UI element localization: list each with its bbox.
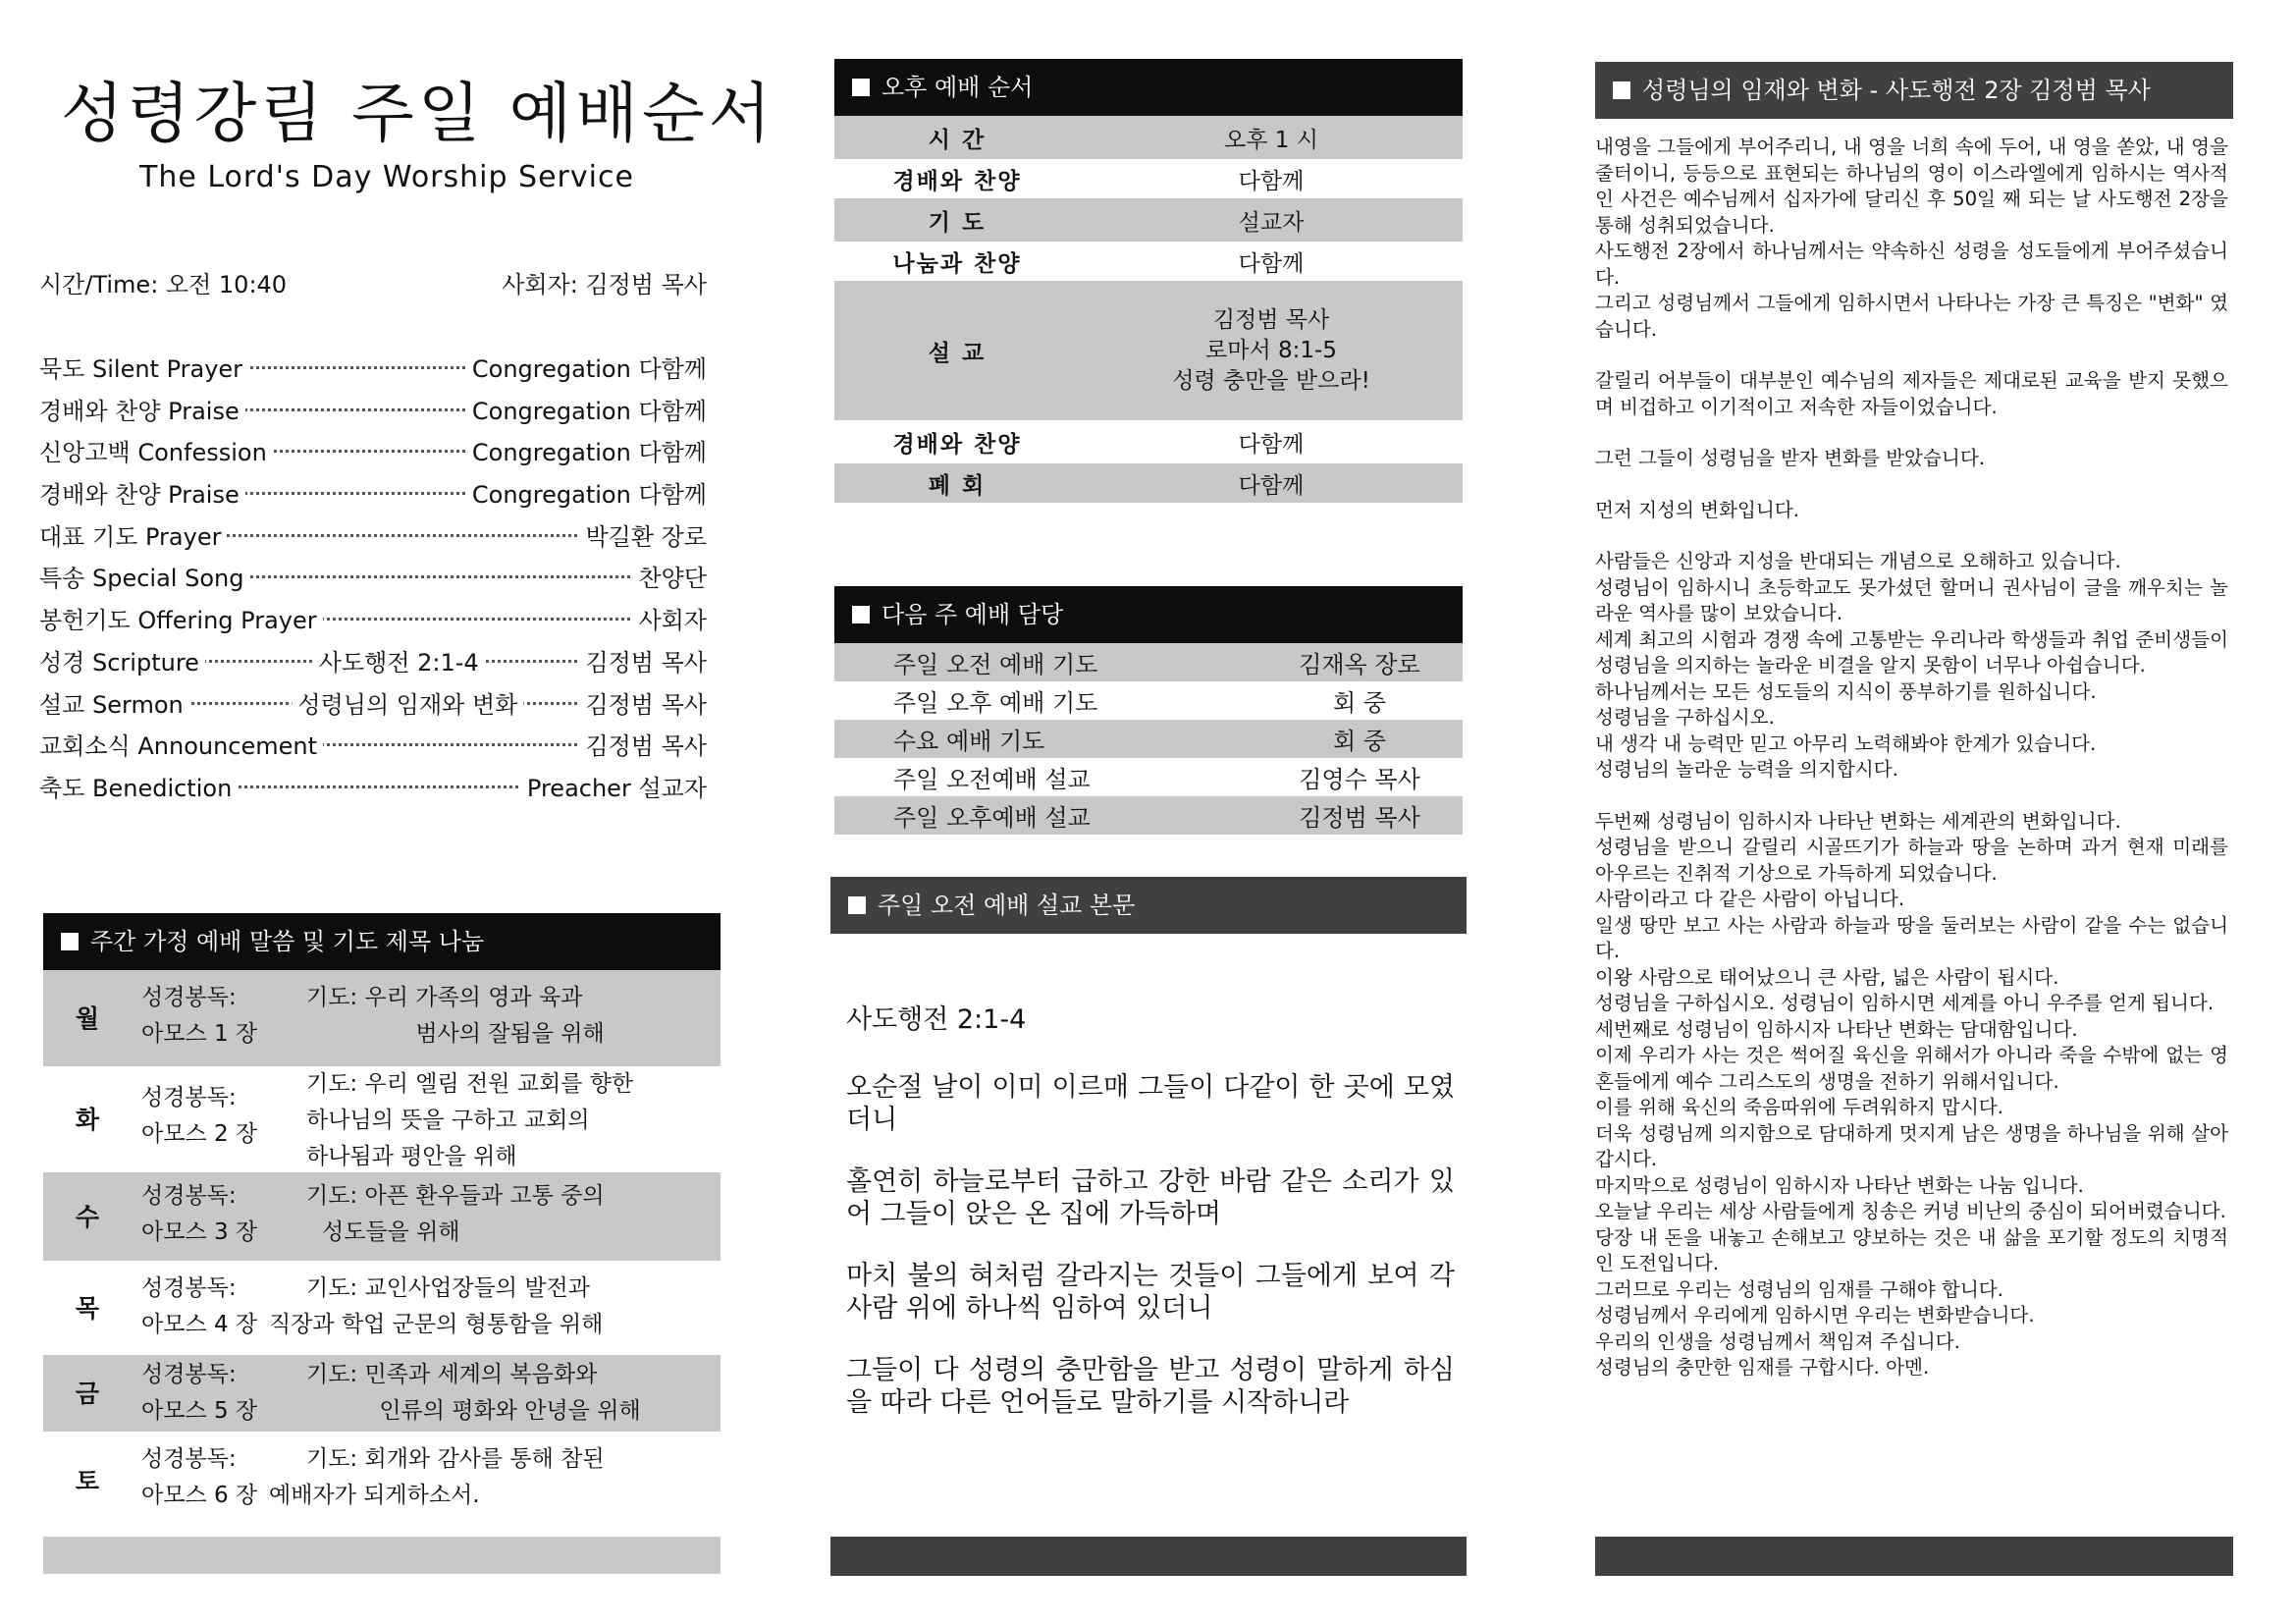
- day-label: 금: [75, 1379, 100, 1408]
- square-bullet-icon: [61, 933, 79, 950]
- paragraph: 마지막으로 성령님이 임하시자 나타난 변화는 나눔 입니다.: [1595, 1173, 2084, 1197]
- order-leader: 찬양단: [632, 559, 707, 593]
- duty-row: 주일 오전 예배 기도 김재옥 장로: [834, 643, 1463, 681]
- weekly-row-tue: [43, 1066, 721, 1172]
- order-detail: 성령님의 임재와 변화: [292, 685, 523, 720]
- order-leader: Congregation 다함께: [466, 475, 707, 510]
- footer-bar: [43, 1537, 721, 1574]
- day-label: 화: [75, 1105, 100, 1134]
- bible-reading: 성경봉독: 아모스 2 장: [141, 1085, 258, 1147]
- day-label: 목: [75, 1293, 100, 1323]
- paragraph: 당장 내 돈을 내놓고 손해보고 양보하는 것은 내 삶을 포기할 정도의 치명적인 도전입니다.: [1595, 1225, 2228, 1274]
- paragraph: 내 생각 내 능력만 믿고 아무리 노력해봐야 한계가 있습니다.: [1595, 731, 2097, 755]
- order-item: 경배와 찬양 Praise: [39, 475, 245, 510]
- square-bullet-icon: [1613, 81, 1630, 99]
- order-row: [39, 685, 707, 728]
- order-item: 봉헌기도 Offering Prayer: [39, 601, 323, 635]
- day-label: 월: [75, 1003, 100, 1033]
- weekly-row-wed: [43, 1172, 721, 1261]
- square-bullet-icon: [852, 79, 870, 96]
- weekly-row-thu: [43, 1261, 721, 1355]
- prayer-topic: 기도: 회개와 감사를 통해 참된 예배자가 되게하소서.: [269, 1446, 605, 1508]
- page-subtitle: The Lord's Day Worship Service: [139, 160, 634, 194]
- order-item: 경배와 찬양 Praise: [39, 392, 245, 426]
- scripture-text: [846, 1003, 1455, 1448]
- square-bullet-icon: [852, 606, 870, 623]
- verse: 그들이 다 성령의 충만함을 받고 성령이 말하게 하심을 따라 다른 언어들로 말하기를 시작하니라: [846, 1355, 1455, 1418]
- paragraph: 내영을 그들에게 부어주리니, 내 영을 너희 속에 두어, 내 영을 쏟았, 내 영을 줄터이니, 등등으로 표현되는 하나님의 영이 이스라엘에게 임하시는 역사적인 사건은 예수님께서 십자가에 달리신 후 50일 째 되는 날 사도행전 2장을 통해 성취되었습니다.: [1595, 135, 2228, 237]
- order-leader: 박길환 장로: [579, 517, 707, 552]
- footer-bar: [1595, 1537, 2233, 1576]
- page-title: 성령강림 주일 예배순서: [61, 76, 775, 151]
- service-row: 폐 회 다함께: [834, 463, 1463, 503]
- service-row: 설 교 김정범 목사 로마서 8:1-5 성령 충만을 받으라!: [834, 281, 1463, 420]
- bible-reading: 성경봉독: 아모스 1 장: [141, 985, 258, 1047]
- paragraph: 사람들은 신앙과 지성을 반대되는 개념으로 오해하고 있습니다.: [1595, 550, 2121, 572]
- order-item: 축도 Benediction: [39, 769, 238, 803]
- next-week-table: [834, 643, 1463, 835]
- weekly-row-mon: [43, 970, 721, 1066]
- paragraph: 이왕 사람으로 태어났으니 큰 사람, 넓은 사람이 됩시다.: [1595, 965, 2059, 989]
- prayer-topic: 기도: 우리 가족의 영과 육과 범사의 잘됨을 위해: [306, 985, 605, 1047]
- prayer-topic: 기도: 교인사업장들의 발전과 직장과 학업 군문의 형통함을 위해: [269, 1275, 604, 1337]
- order-leader: Congregation 다함께: [466, 392, 707, 426]
- order-leader: 김정범 목사: [579, 727, 707, 761]
- service-row: 경배와 찬양 다함께: [892, 168, 1305, 194]
- duty-row: 주일 오후 예배 기도 회 중: [893, 689, 1386, 717]
- order-row: [39, 475, 707, 517]
- prayer-topic: 기도: 민족과 세계의 복음화와 인류의 평화와 안녕을 위해: [306, 1362, 641, 1424]
- service-host: 사회자: 김정범 목사: [502, 271, 707, 298]
- order-row: [39, 769, 707, 811]
- sermon-text-header: 주일 오전 예배 설교 본문: [830, 877, 1467, 934]
- bible-reading: 성경봉독: 아모스 5 장: [141, 1362, 258, 1424]
- order-row: [39, 517, 707, 560]
- order-item: 성경 Scripture: [39, 643, 205, 677]
- order-leader: 사회자: [632, 601, 707, 635]
- paragraph: 성령님께서 우리에게 임하시면 우리는 변화받습니다.: [1595, 1304, 2035, 1326]
- order-item: 설교 Sermon: [39, 685, 189, 720]
- service-meta: [39, 265, 707, 299]
- sermon-body: [1595, 135, 2228, 1381]
- verse: 마치 불의 혀처럼 갈라지는 것들이 그들에게 보여 각 사람 위에 하나씩 임하여 있더니: [846, 1261, 1455, 1324]
- paragraph: 더욱 성령님께 의지함으로 담대하게 멋지게 남은 생명을 하나님을 위해 살아갑시다.: [1595, 1121, 2228, 1170]
- order-row: [39, 350, 707, 392]
- order-leader: Congregation 다함께: [466, 433, 707, 467]
- weekly-row-sat: [43, 1432, 721, 1530]
- paragraph: 먼저 지성의 변화입니다.: [1595, 498, 1799, 521]
- paragraph: 갈릴리 어부들이 대부분인 예수님의 제자들은 제대로된 교육을 받지 못했으며 비겁하고 이기적이고 저속한 자들이었습니다.: [1595, 369, 2228, 418]
- paragraph: 일생 땅만 보고 사는 사람과 하늘과 땅을 둘러보는 사람이 같을 수는 없습니다.: [1595, 913, 2228, 962]
- footer-bar: [830, 1537, 1467, 1576]
- service-time: 시간/Time: 오전 10:40: [39, 271, 288, 298]
- service-row: 시 간 오후 1 시: [834, 116, 1463, 159]
- square-bullet-icon: [848, 896, 866, 914]
- order-leader: Congregation 다함께: [466, 350, 707, 384]
- paragraph: 성령님을 구하십시오. 성령님이 임하시면 세계를 아니 우주를 얻게 됩니다.: [1595, 992, 2215, 1014]
- verse: 오순절 날이 이미 이르매 그들이 다같이 한 곳에 모였더니: [846, 1072, 1455, 1135]
- prayer-topic: 기도: 우리 엘림 전원 교회를 향한 하나님의 뜻을 구하고 교회의 하나됨과 평안을 위해: [306, 1071, 634, 1169]
- order-item: 특송 Special Song: [39, 559, 249, 593]
- order-detail: 사도행전 2:1-4: [313, 643, 485, 677]
- afternoon-header: 오후 예배 순서: [834, 59, 1463, 116]
- paragraph: 그러므로 우리는 성령님의 임재를 구해야 합니다.: [1595, 1277, 2003, 1301]
- order-row: [39, 392, 707, 434]
- day-label: 토: [75, 1466, 100, 1495]
- bible-reading: 성경봉독: 아모스 3 장: [141, 1183, 258, 1245]
- bible-reading: 성경봉독: 아모스 4 장: [141, 1275, 258, 1337]
- paragraph: 이를 위해 육신의 죽음따위에 두려워하지 맙시다.: [1595, 1096, 2003, 1118]
- worship-order: [39, 350, 707, 811]
- day-label: 수: [75, 1202, 100, 1231]
- duty-row: 주일 오후예배 설교 김정범 목사: [834, 796, 1463, 835]
- order-item: 신앙고백 Confession: [39, 433, 273, 467]
- paragraph: 그런 그들이 성령님을 받자 변화를 받았습니다.: [1595, 447, 1985, 469]
- paragraph: 사도행전 2장에서 하나님께서는 약속하신 성령을 성도들에게 부어주셨습니다.: [1595, 240, 2228, 289]
- weekly-header: 주간 가정 예배 말씀 및 기도 제목 나눔: [43, 913, 721, 970]
- order-row: [39, 727, 707, 769]
- paragraph: 세계 최고의 시험과 경쟁 속에 고통받는 우리나라 학생들과 취업 준비생들이 성령님을 의지하는 놀라운 비결을 알지 못함이 너무나 아쉽습니다.: [1595, 627, 2228, 677]
- paragraph: 성령님을 받으니 갈릴리 시골뜨기가 하늘과 땅을 논하며 과거 현재 미래를 아우르는 진취적 기상으로 가득하게 되었습니다.: [1595, 836, 2228, 885]
- duty-row: 수요 예배 기도 회 중: [834, 720, 1463, 758]
- bible-reading: 성경봉독: 아모스 6 장: [141, 1446, 258, 1508]
- paragraph: 세번째로 성령님이 임하시자 나타난 변화는 담대함입니다.: [1595, 1017, 2078, 1041]
- scripture-ref: 사도행전 2:1-4: [846, 1004, 1027, 1035]
- paragraph: 오늘날 우리는 세상 사람들에게 칭송은 커녕 비난의 중심이 되어버렸습니다.: [1595, 1200, 2226, 1222]
- paragraph: 사람이라고 다 같은 사람이 아닙니다.: [1595, 888, 1905, 910]
- order-row: [39, 601, 707, 643]
- order-row: [39, 559, 707, 601]
- paragraph: 그리고 성령님께서 그들에게 임하시면서 나타나는 가장 큰 특징은 "변화" 였습니다.: [1595, 292, 2228, 341]
- weekly-devotion: [43, 913, 721, 1530]
- duty-row: 주일 오전예배 설교 김영수 목사: [893, 766, 1420, 793]
- paragraph: 성령님의 놀라운 능력을 의지합시다.: [1595, 758, 1898, 781]
- sermon-header: 성령님의 임재와 변화 - 사도행전 2장 김정범 목사: [1595, 62, 2233, 119]
- paragraph: 두번째 성령님이 임하시자 나타난 변화는 세계관의 변화입니다.: [1595, 809, 2121, 833]
- afternoon-service-table: [834, 116, 1463, 503]
- order-row: [39, 643, 707, 685]
- paragraph: 성령님이 임하시니 초등학교도 못가셨던 할머니 권사님이 글을 깨우치는 놀라운 역사를 많이 보았습니다.: [1595, 575, 2228, 624]
- service-row: 나눔과 찬양 다함께: [892, 250, 1305, 277]
- weekly-row-fri: [43, 1355, 721, 1432]
- paragraph: 하나님께서는 모든 성도들의 지식이 풍부하기를 원하십니다.: [1595, 679, 2097, 703]
- next-week-header: 다음 주 예배 담당: [834, 586, 1463, 643]
- paragraph: 성령님을 구하십시오.: [1595, 706, 1775, 729]
- order-item: 묵도 Silent Prayer: [39, 350, 248, 384]
- order-leader: 김정범 목사: [579, 685, 707, 720]
- order-leader: Preacher 설교자: [521, 769, 707, 803]
- order-item: 교회소식 Announcement: [39, 727, 323, 761]
- service-row: 기 도 설교자: [834, 198, 1463, 242]
- paragraph: 우리의 인생을 성령님께서 책임져 주십니다.: [1595, 1329, 1960, 1353]
- service-row: 경배와 찬양 다함께: [892, 431, 1305, 458]
- order-leader: 김정범 목사: [579, 643, 707, 677]
- prayer-topic: 기도: 아픈 환우들과 고통 중의 성도들을 위해: [306, 1183, 605, 1245]
- order-item: 대표 기도 Prayer: [39, 517, 227, 552]
- paragraph: 이제 우리가 사는 것은 썩어질 육신을 위해서가 아니라 죽을 수밖에 없는 영혼들에게 예수 그리스도의 생명을 전하기 위해서입니다.: [1595, 1044, 2228, 1093]
- order-row: [39, 433, 707, 475]
- verse: 홀연히 하늘로부터 급하고 강한 바람 같은 소리가 있어 그들이 앉은 온 집에 가득하며: [846, 1166, 1455, 1229]
- paragraph: 성령님의 충만한 임재를 구합시다. 아멘.: [1595, 1356, 1930, 1379]
